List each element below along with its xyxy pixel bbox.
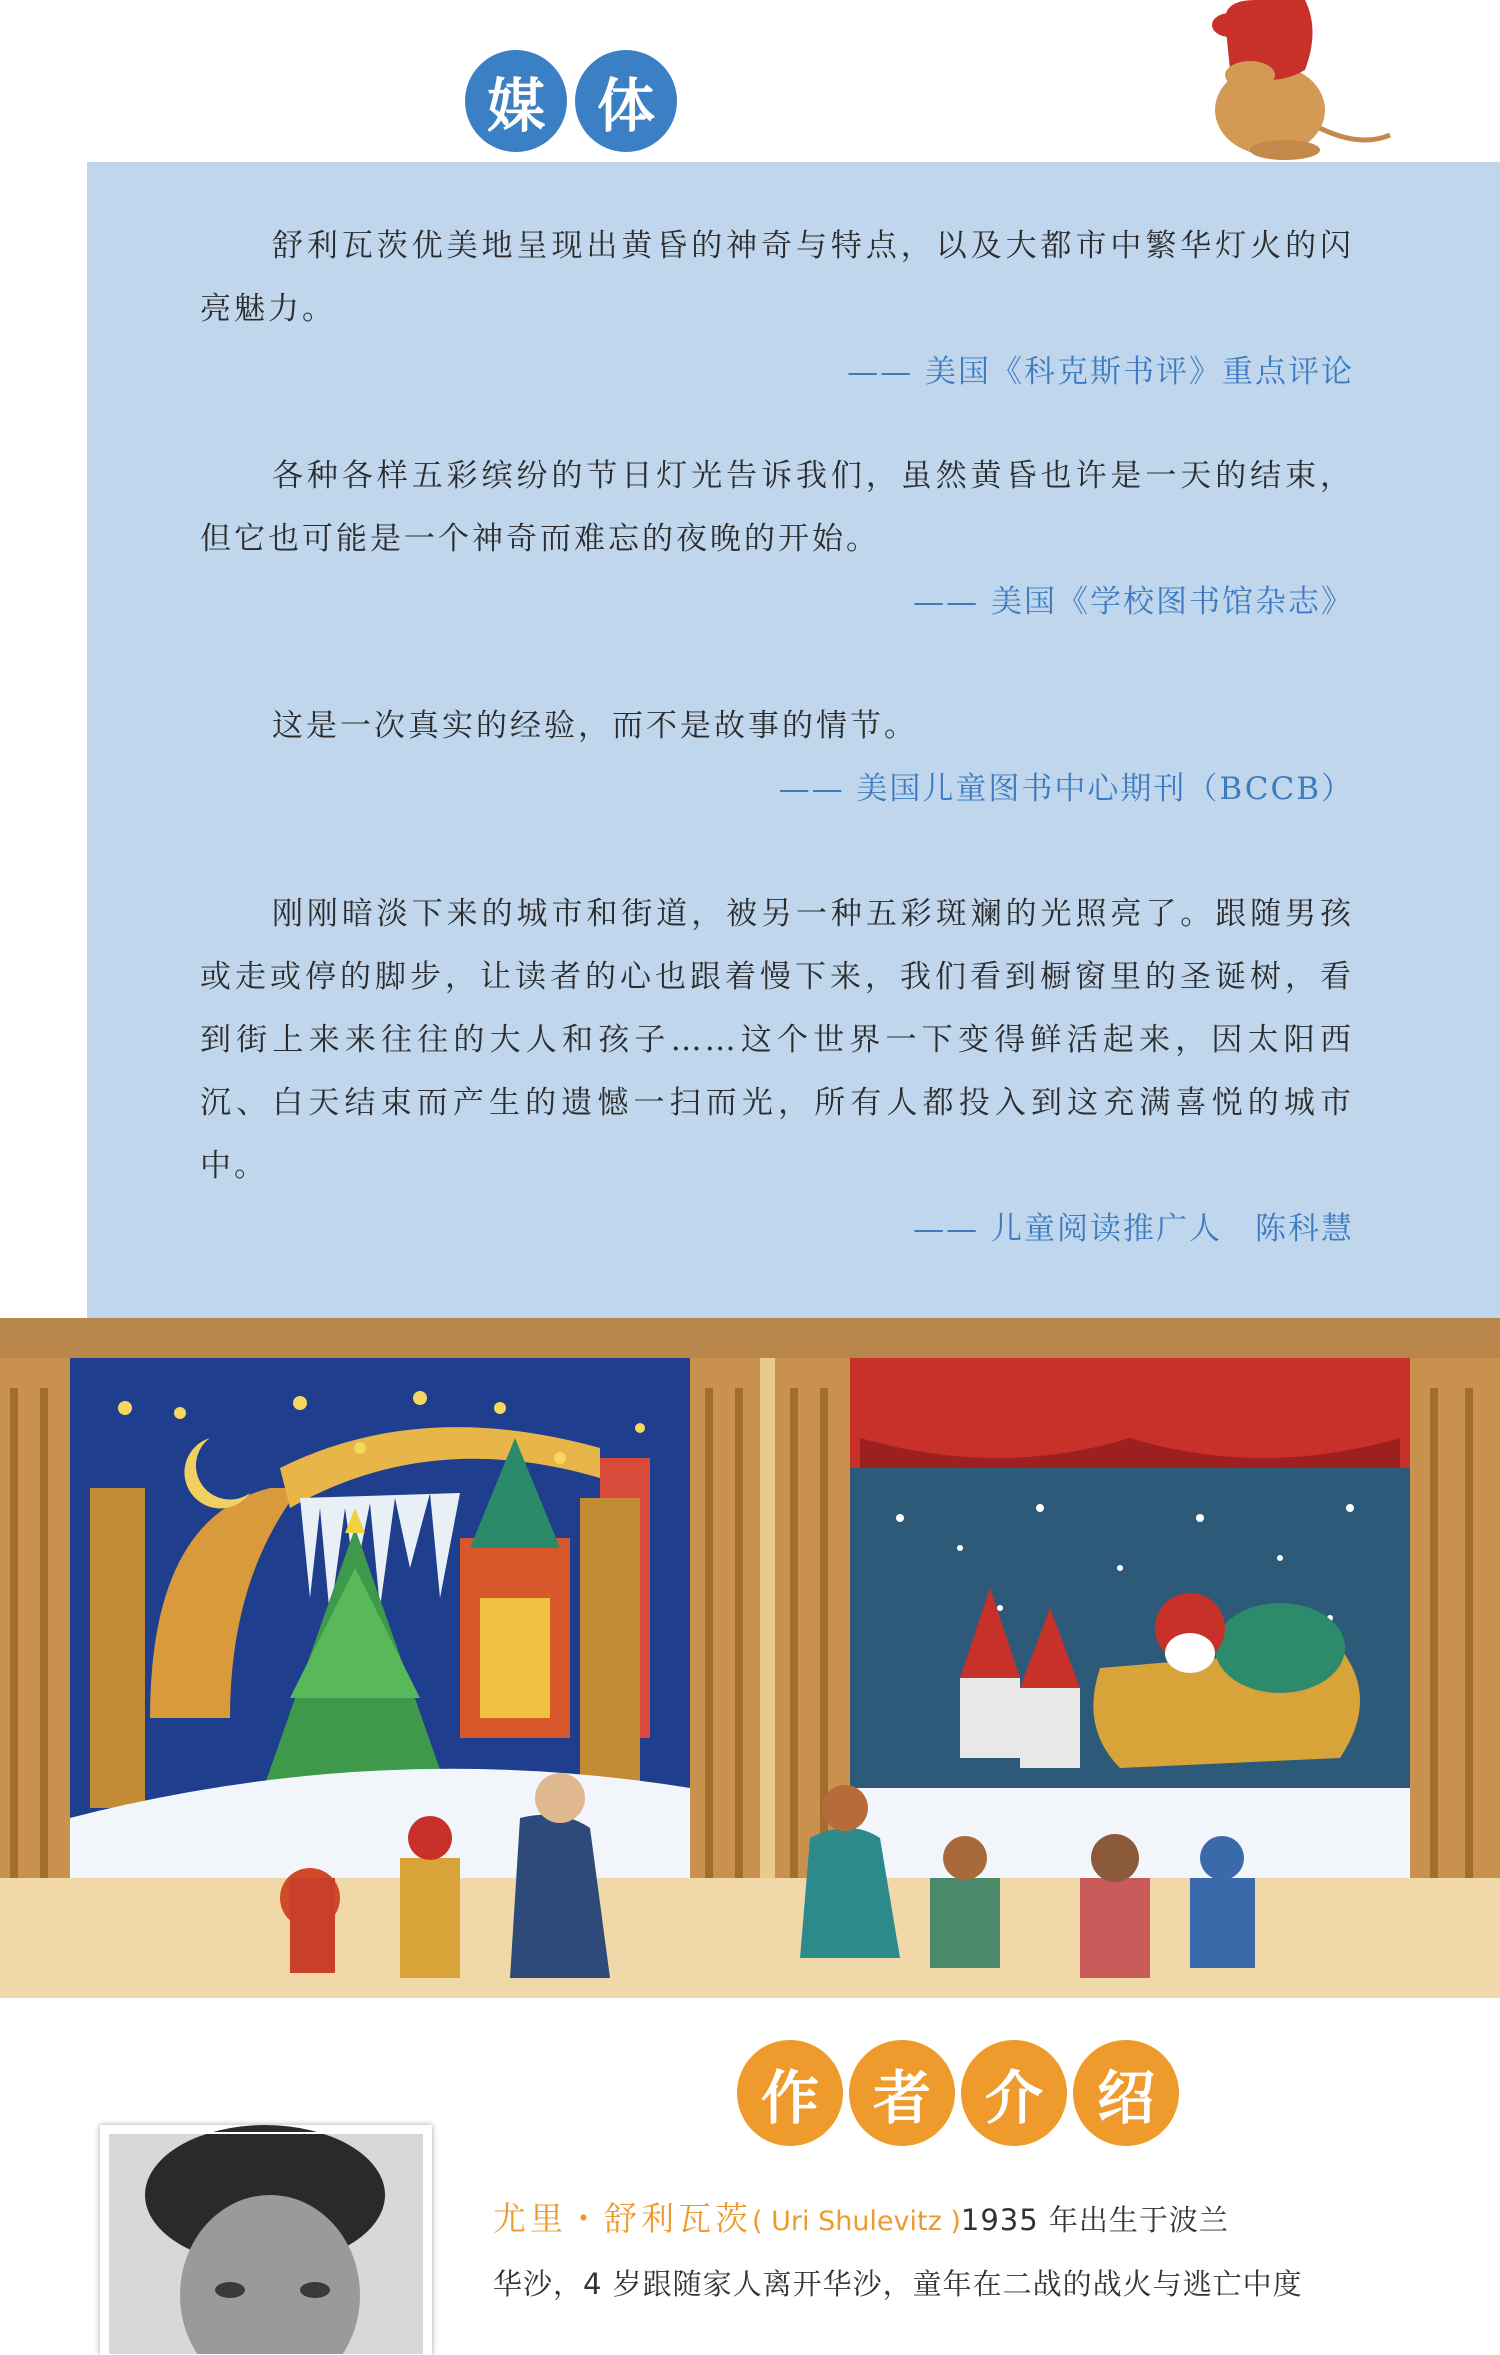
author-bio-line-1 bbox=[493, 2188, 1423, 2253]
review-chen-kehui bbox=[200, 883, 1354, 1261]
media-heading-char-1: 媒 bbox=[465, 50, 567, 152]
author-bio-text-1: 1935 年出生于波兰 bbox=[960, 2203, 1229, 2237]
author-portrait-photo bbox=[100, 2125, 432, 2355]
review-text: 各种各样五彩缤纷的节日灯光告诉我们，虽然黄昏也许是一天的结束，但它也可能是一个神奇而难忘的夜晚的开始。 bbox=[200, 458, 1354, 557]
review-source: —— 美国《学校图书馆杂志》 bbox=[913, 584, 1354, 620]
media-heading-char-2: 体 bbox=[575, 50, 677, 152]
review-source: —— 儿童阅读推广人 陈科慧 bbox=[913, 1211, 1354, 1247]
author-heading-char-3: 介 bbox=[961, 2040, 1067, 2146]
review-source: —— 美国《科克斯书评》重点评论 bbox=[847, 354, 1354, 390]
review-text: 刚刚暗淡下来的城市和街道，被另一种五彩斑斓的光照亮了。跟随男孩或走或停的脚步，让读者的心也跟着慢下来，我们看到橱窗里的圣诞树，看到街上来来往往的大人和孩子……这个世界一下变得鲜活起来，因太阳西沉、白天结束而产生的遗憾一扫而光，所有人都投入到这充满喜悦的城市中。 bbox=[200, 896, 1354, 1184]
media-heading bbox=[465, 50, 677, 152]
author-name-english: ( Uri Shulevitz ) bbox=[752, 2206, 961, 2237]
review-slj bbox=[200, 445, 1354, 634]
author-portrait bbox=[100, 2125, 432, 2355]
review-kirkus bbox=[200, 215, 1354, 404]
author-heading bbox=[737, 2040, 1179, 2146]
author-bio-line-2: 华沙，4 岁跟随家人离开华沙，童年在二战的战火与逃亡中度 bbox=[493, 2267, 1303, 2301]
author-heading-char-1: 作 bbox=[737, 2040, 843, 2146]
shop-window-illustration bbox=[0, 1318, 1500, 1998]
review-text: 舒利瓦茨优美地呈现出黄昏的神奇与特点，以及大都市中繁华灯火的闪亮魅力。 bbox=[200, 228, 1354, 327]
mouse-illustration bbox=[1155, 0, 1395, 165]
review-bccb bbox=[200, 695, 1354, 821]
author-name: 尤里・舒利瓦茨 bbox=[493, 2199, 752, 2238]
author-bio bbox=[493, 2188, 1423, 2315]
author-heading-char-2: 者 bbox=[849, 2040, 955, 2146]
author-heading-char-4: 绍 bbox=[1073, 2040, 1179, 2146]
review-source: —— 美国儿童图书中心期刊（BCCB） bbox=[778, 771, 1354, 807]
review-text: 这是一次真实的经验，而不是故事的情节。 bbox=[272, 708, 918, 744]
